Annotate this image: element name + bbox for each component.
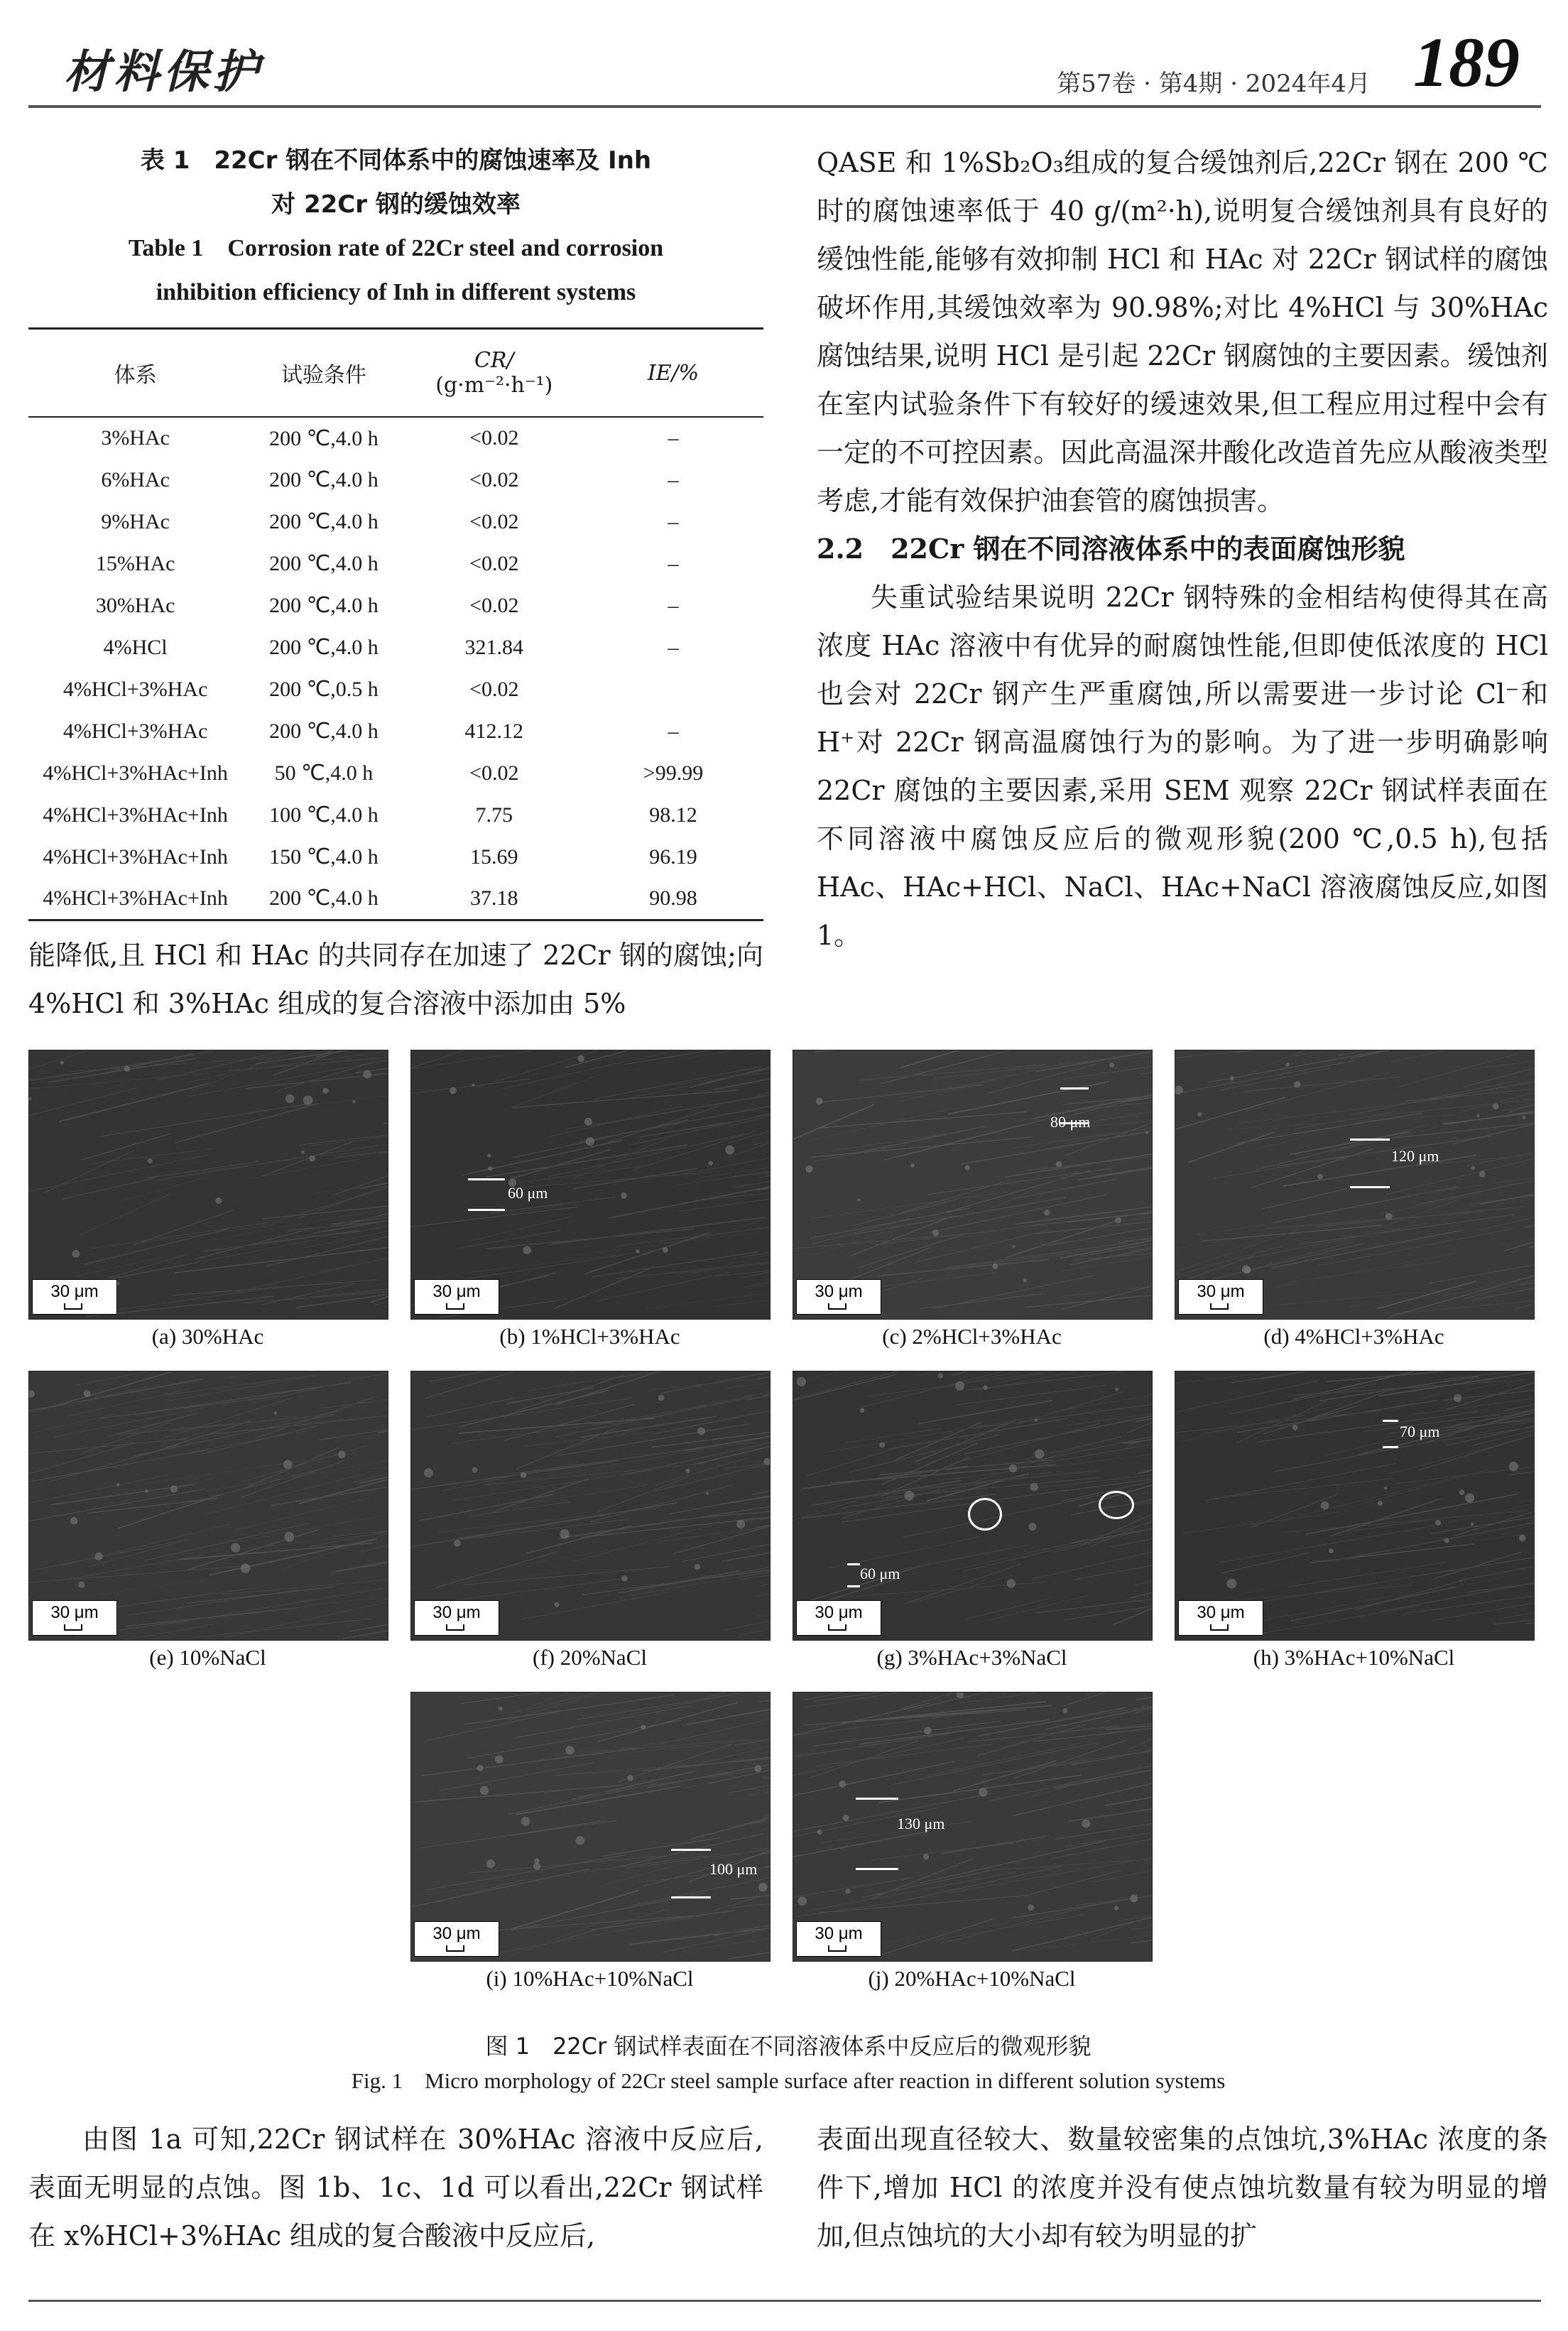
sem-micrograph — [1175, 1050, 1535, 1320]
cell-system: 4%HCl+3%HAc+Inh — [43, 803, 228, 827]
table-row — [28, 710, 763, 752]
cell-conditions: 100 ℃,4.0 h — [269, 803, 379, 827]
cell-corrosion-rate: <0.02 — [469, 467, 519, 491]
issue-info: 第57卷 · 第4期 · 2024年4月 — [1057, 70, 1371, 98]
left-column — [28, 138, 763, 1028]
table-row — [28, 626, 763, 668]
header-divider — [28, 105, 1541, 108]
cell-corrosion-rate: 321.84 — [464, 635, 524, 659]
footer-divider — [28, 2300, 1541, 2302]
scale-bar-box — [1178, 1600, 1263, 1636]
sem-micrograph — [410, 1692, 771, 1962]
cell-corrosion-rate: 15.69 — [470, 844, 518, 869]
sem-micrograph — [28, 1050, 388, 1320]
table-caption-en-2: inhibition efficiency of Inh in different systems — [156, 279, 636, 305]
header-corrosion-rate — [405, 329, 583, 418]
table-row — [28, 585, 763, 626]
panel-caption: (b) 1%HCl+3%HAc — [499, 1324, 680, 1349]
pit-size-label: 120 μm — [1391, 1147, 1439, 1165]
scale-bar-box — [796, 1600, 881, 1636]
cell-system: 6%HAc — [101, 467, 170, 491]
table-row — [28, 878, 763, 920]
scale-bar-tick — [446, 1303, 464, 1310]
cell-system: 4%HCl+3%HAc — [62, 719, 208, 743]
cell-system: 30%HAc — [95, 593, 175, 617]
scale-bar-label: 30 μm — [815, 1924, 863, 1943]
scale-bar-label: 30 μm — [432, 1924, 481, 1943]
cell-system: 4%HCl+3%HAc+Inh — [43, 844, 228, 869]
scale-bar-label: 30 μm — [432, 1282, 481, 1301]
cell-corrosion-rate: <0.02 — [469, 761, 519, 785]
pit-size-marker — [468, 1178, 505, 1211]
cell-ie: – — [668, 719, 679, 743]
table-caption-en-1: Table 1 Corrosion rate of 22Cr steel and corrosion — [128, 235, 664, 261]
cell-conditions: 200 ℃,4.0 h — [269, 510, 379, 533]
header-cr-label: CR/ — [474, 348, 514, 373]
panel-caption: (a) 30%HAc — [151, 1324, 264, 1349]
panel-caption: (f) 20%NaCl — [533, 1645, 647, 1670]
panel-caption: (i) 10%HAc+10%NaCl — [486, 1966, 694, 1991]
cell-system: 4%HCl — [103, 635, 168, 659]
figure-caption-en: Fig. 1 Micro morphology of 22Cr steel sample surface after reaction in different solution systems — [351, 2068, 1226, 2093]
page-number: 189 — [1413, 23, 1520, 102]
right-column — [817, 138, 1548, 960]
cell-system: 4%HCl+3%HAc+Inh — [43, 886, 228, 910]
journal-logo: 材料保护 — [64, 45, 263, 99]
panel-caption: (c) 2%HCl+3%HAc — [882, 1324, 1062, 1349]
table-row — [28, 794, 763, 836]
sem-micrograph — [793, 1371, 1153, 1641]
pit-size-marker — [1383, 1420, 1398, 1448]
header-system: 体系 — [114, 363, 157, 388]
table-row — [28, 501, 763, 543]
panel-caption: (h) 3%HAc+10%NaCl — [1253, 1645, 1455, 1670]
cell-conditions: 150 ℃,4.0 h — [269, 845, 379, 869]
cell-ie: – — [668, 426, 679, 450]
page-header — [28, 23, 1534, 107]
table-caption-cn-2: 对 22Cr 钢的缓蚀效率 — [271, 190, 521, 219]
bottom-left-paragraph: 由图 1a 可知,22Cr 钢试样在 30%HAc 溶液中反应后,表面无明显的点蚀。图 1b、1c、1d 可以看出,22Cr 钢试样在 x%HCl+3%HAc 组成的复合酸液中反应后, — [28, 2124, 763, 2251]
cell-conditions: 200 ℃,4.0 h — [269, 636, 379, 659]
table-row — [28, 836, 763, 878]
right-paragraph-2: 失重试验结果说明 22Cr 钢特殊的金相结构使得其在高浓度 HAc 溶液中有优异的耐腐蚀性能,但即使低浓度的 HCl 也会对 22Cr 钢产生严重腐蚀,所以需要进一步讨论 Cl⁻和 H⁺对 22Cr 钢高温腐蚀行为的影响。为了进一步明确影响 22Cr 腐蚀的主要因素,采用 SEM 观察 22Cr 钢试样表面在不同溶液中腐蚀反应后的微观形貌(200 ℃,0.5 h),包括 HAc、HAc+HCl、NaCl、HAc+NaCl 溶液腐蚀反应,如图 1。 — [817, 582, 1548, 951]
cell-system: 4%HCl+3%HAc+Inh — [43, 761, 228, 785]
cell-corrosion-rate: <0.02 — [469, 551, 519, 575]
cell-conditions: 200 ℃,4.0 h — [269, 886, 379, 911]
pit-size-marker — [1350, 1139, 1390, 1188]
sem-micrograph — [410, 1371, 771, 1641]
header-conditions: 试验条件 — [281, 363, 366, 388]
pit-size-label: 130 μm — [897, 1815, 945, 1832]
bottom-left-column — [28, 2115, 763, 2260]
scale-bar-box — [796, 1921, 881, 1957]
cell-ie: >99.99 — [643, 761, 704, 785]
cell-conditions: 200 ℃,0.5 h — [269, 678, 379, 701]
cell-ie: – — [668, 467, 679, 491]
pit-size-label: 60 μm — [508, 1184, 548, 1202]
scale-bar-tick — [446, 1945, 464, 1952]
scale-bar-box — [796, 1279, 881, 1315]
cell-ie: 98.12 — [649, 803, 697, 827]
pit-highlight-ellipse — [968, 1498, 1002, 1531]
table-row — [28, 459, 763, 501]
sem-micrograph — [793, 1692, 1153, 1962]
sem-micrograph — [410, 1050, 771, 1320]
scale-bar-tick — [828, 1945, 846, 1952]
scale-bar-box — [32, 1600, 117, 1636]
cell-conditions: 200 ℃,4.0 h — [269, 594, 379, 617]
pit-size-marker — [847, 1563, 860, 1587]
scale-bar-label: 30 μm — [50, 1282, 99, 1301]
cell-conditions: 200 ℃,4.0 h — [269, 468, 379, 491]
bottom-right-column — [817, 2115, 1548, 2260]
cell-system: 4%HCl+3%HAc — [62, 677, 208, 701]
scale-bar-label: 30 μm — [815, 1282, 863, 1301]
scale-bar-box — [414, 1600, 499, 1636]
scale-bar-box — [1178, 1279, 1263, 1315]
panel-caption: (j) 20%HAc+10%NaCl — [868, 1966, 1076, 1991]
bottom-right-paragraph: 表面出现直径较大、数量较密集的点蚀坑,3%HAc 浓度的条件下,增加 HCl 的浓度并没有使点蚀坑数量有较为明显的增加,但点蚀坑的大小却有较为明显的扩 — [817, 2124, 1548, 2251]
pit-size-label: 70 μm — [1400, 1423, 1440, 1440]
pit-size-label: 60 μm — [860, 1565, 900, 1582]
cell-system: 9%HAc — [101, 509, 170, 533]
scale-bar-label: 30 μm — [50, 1603, 99, 1622]
pit-size-label: 80 μm — [1050, 1113, 1091, 1131]
scale-bar-tick — [828, 1303, 846, 1310]
scale-bar-tick — [828, 1624, 846, 1631]
header-cr-unit: (g·m⁻²·h⁻¹) — [435, 373, 553, 398]
table-row — [28, 752, 763, 794]
panel-caption: (e) 10%NaCl — [149, 1645, 266, 1670]
panel-caption: (g) 3%HAc+3%NaCl — [876, 1645, 1067, 1670]
scale-bar-tick — [64, 1624, 82, 1631]
cell-system: 3%HAc — [101, 426, 170, 450]
scale-bar-tick — [446, 1624, 464, 1631]
table-row — [28, 417, 763, 459]
cell-ie: – — [668, 509, 679, 533]
sem-micrograph — [793, 1050, 1153, 1320]
cell-ie: 90.98 — [649, 886, 697, 910]
cell-conditions: 50 ℃,4.0 h — [274, 761, 374, 785]
cell-corrosion-rate: <0.02 — [469, 593, 519, 617]
cell-ie: – — [668, 551, 679, 575]
cell-corrosion-rate: <0.02 — [469, 509, 519, 533]
cell-corrosion-rate: 7.75 — [475, 803, 513, 827]
pit-highlight-ellipse — [1099, 1491, 1134, 1519]
header-ie: IE/% — [647, 360, 699, 386]
cell-conditions: 200 ℃,4.0 h — [269, 719, 379, 743]
right-paragraph-1: QASE 和 1%Sb₂O₃组成的复合缓蚀剂后,22Cr 钢在 200 ℃时的腐蚀速率低于 40 g/(m²·h),说明复合缓蚀剂具有良好的缓蚀性能,能够有效抑制 HCl 和 HAc 对 22Cr 钢试样的腐蚀破坏作用,其缓蚀效率为 90.98%;对比 4%HCl 与 30%HAc 腐蚀结果,说明 HCl 是引起 22Cr 钢腐蚀的主要因素。缓蚀剂在室内试验条件下有较好的缓速效果,但工程应用过程中会有一定的不可控因素。因此高温深井酸化改造首先应从酸液类型考虑,才能有效保护油套管的腐蚀损害。 — [817, 147, 1548, 516]
table-row — [28, 668, 763, 710]
cell-system: 15%HAc — [95, 551, 175, 575]
table-body — [28, 417, 763, 920]
table-row — [28, 543, 763, 585]
pit-size-marker — [856, 1798, 898, 1870]
scale-bar-box — [414, 1921, 499, 1957]
figure-1 — [28, 1050, 1548, 2093]
corrosion-rate-table — [28, 327, 763, 921]
scale-bar-box — [32, 1279, 117, 1315]
scale-bar-label: 30 μm — [432, 1603, 481, 1622]
pit-size-label: 100 μm — [709, 1860, 758, 1878]
section-heading-2-2: 2.2 22Cr 钢在不同溶液体系中的表面腐蚀形貌 — [817, 533, 1405, 565]
cell-conditions: 200 ℃,4.0 h — [269, 426, 379, 450]
scale-bar-tick — [64, 1303, 82, 1310]
cell-corrosion-rate: <0.02 — [469, 677, 519, 701]
cell-ie: – — [668, 635, 679, 659]
scale-bar-label: 30 μm — [1197, 1282, 1245, 1301]
scale-bar-tick — [1210, 1624, 1229, 1631]
cell-corrosion-rate: <0.02 — [469, 426, 519, 450]
panel-caption: (d) 4%HCl+3%HAc — [1263, 1324, 1444, 1349]
cell-corrosion-rate: 412.12 — [464, 719, 524, 743]
cell-corrosion-rate: 37.18 — [470, 886, 518, 910]
sem-micrograph — [1175, 1371, 1535, 1641]
pit-size-marker — [671, 1849, 711, 1898]
cell-ie: 96.19 — [649, 844, 697, 869]
scale-bar-box — [414, 1279, 499, 1315]
scale-bar-tick — [1210, 1303, 1229, 1310]
sem-micrograph — [28, 1371, 388, 1641]
scale-bar-label: 30 μm — [1197, 1603, 1245, 1622]
cell-ie: – — [668, 593, 679, 617]
left-paragraph: 能降低,且 HCl 和 HAc 的共同存在加速了 22Cr 钢的腐蚀;向 4%HCl 和 3%HAc 组成的复合溶液中添加由 5% — [28, 939, 763, 1019]
cell-ie — [583, 668, 763, 710]
cell-conditions: 200 ℃,4.0 h — [269, 552, 379, 575]
table-caption-cn-1: 表 1 22Cr 钢在不同体系中的腐蚀速率及 Inh — [140, 146, 652, 175]
table-header-row — [28, 329, 763, 418]
scale-bar-label: 30 μm — [815, 1603, 863, 1622]
figure-caption-cn: 图 1 22Cr 钢试样表面在不同溶液体系中反应后的微观形貌 — [485, 2033, 1091, 2060]
